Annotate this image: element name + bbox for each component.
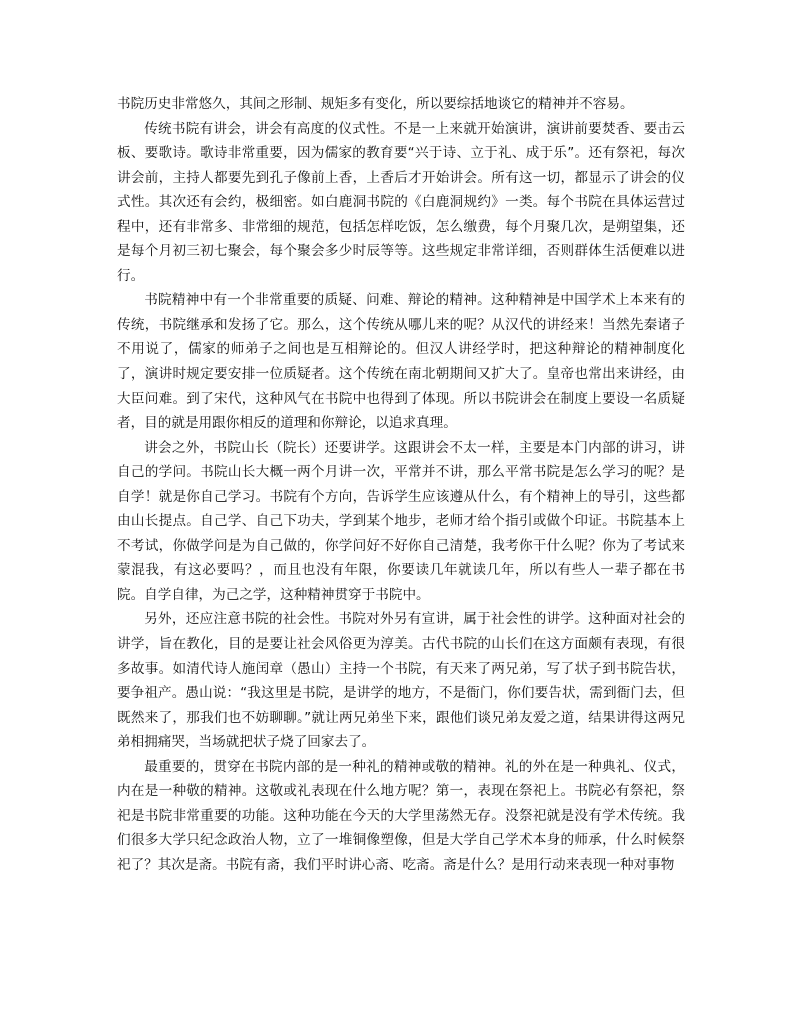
article-body (117, 92, 685, 878)
paragraph-6: 最重要的，贯穿在书院内部的是一种礼的精神或敬的精神。礼的外在是一种典礼、仪式，内在是一种敬的精神。这敬或礼表现在什么地方呢？第一，表现在祭祀上。书院必有祭祀，祭祀是书院非常重要的功能。这种功能在今天的大学里荡然无存。没祭祀就是没有学术传统。我们很多大学只纪念政治人物，立了一堆铜像塑像，但是大学自己学术本身的师承，什么时候祭祀了？其次是斋。书院有斋，我们平时讲心斋、吃斋。斋是什么？是用行动来表现一种对事物 (117, 758, 685, 873)
paragraph-1: 书院历史非常悠久，其间之形制、规矩多有变化，所以要综括地谈它的精神并不容易。 (117, 96, 634, 112)
paragraph-2: 传统书院有讲会，讲会有高度的仪式性。不是一上来就开始演讲，演讲前要焚香、要击云板、要歌诗。歌诗非常重要，因为儒家的教育要“兴于诗、立于礼、成于乐”。还有祭祀，每次讲会前，主持人都要先到孔子像前上香，上香后才开始讲会。所有这一切，都显示了讲会的仪式性。其次还有会约，极细密。如白鹿洞书院的《白鹿洞规约》一类。每个书院在具体运营过程中，还有非常多、非常细的规范，包括怎样吃饭，怎么缴费，每个月聚几次，是朔望集，还是每个月初三初七聚会，每个聚会多少时辰等等。这些规定非常详细，否则群体生活便难以进行。 (117, 120, 685, 284)
paragraph-4: 讲会之外，书院山长（院长）还要讲学。这跟讲会不太一样，主要是本门内部的讲习，讲自己的学问。书院山长大概一两个月讲一次，平常并不讲，那么平常书院是怎么学习的呢？是自学！就是你自己学习。书院有个方向，告诉学生应该遵从什么，有个精神上的导引，这些都由山长提点。自己学、自己下功夫，学到某个地步，老师才给个指引或做个印证。书院基本上不考试，你做学问是为自己做的，你学问好不好你自己清楚，我考你干什么呢？你为了考试来蒙混我，有这必要吗？，而且也没有年限，你要读几年就读几年，所以有些人一辈子都在书院。自学自律，为己之学，这种精神贯穿于书院中。 (117, 439, 685, 603)
paragraph-3: 书院精神中有一个非常重要的质疑、问难、辩论的精神。这种精神是中国学术上本来有的传统，书院继承和发扬了它。那么，这个传统从哪儿来的呢？从汉代的讲经来！当然先秦诸子不用说了，儒家的师弟子之间也是互相辩论的。但汉人讲经学时，把这种辩论的精神制度化了，演讲时规定要安排一位质疑者。这个传统在南北朝期间又扩大了。皇帝也常出来讲经，由大臣问难。到了宋代，这种风气在书院中也得到了体现。所以书院讲会在制度上要设一名质疑者，目的就是用跟你相反的道理和你辩论，以追求真理。 (117, 292, 685, 432)
paragraph-5: 另外，还应注意书院的社会性。书院对外另有宣讲，属于社会性的讲学。这种面对社会的讲学，旨在教化，目的是要让社会风俗更为淳美。古代书院的山长们在这方面颇有表现，有很多故事。如清代诗人施闰章（愚山）主持一个书院，有天来了两兄弟，写了状子到书院告状，要争祖产。愚山说：“我这里是书院，是讲学的地方，不是衙门，你们要告状，需到衙门去，但既然来了，那我们也不妨聊聊。”就让两兄弟坐下来，跟他们谈兄弟友爱之道，结果讲得这两兄弟相拥痛哭，当场就把状子烧了回家去了。 (117, 611, 685, 751)
